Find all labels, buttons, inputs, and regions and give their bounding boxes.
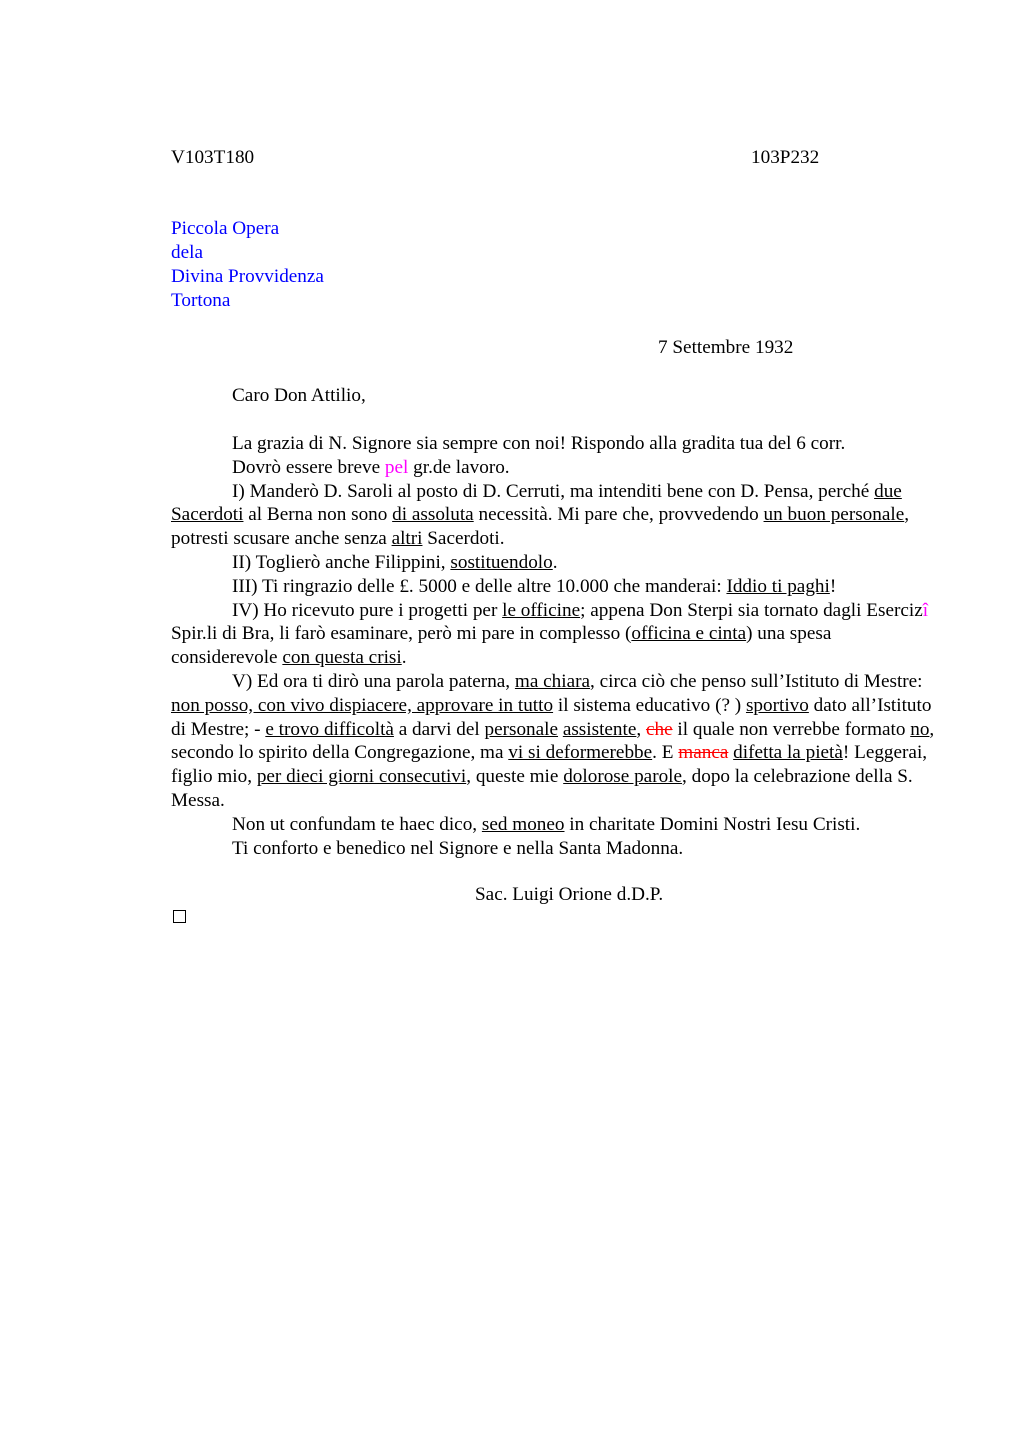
text-segment: , dopo la celebrazione della S. Messa.	[171, 766, 913, 811]
underlined-text: le officine	[502, 599, 581, 621]
text-segment: V) Ed ora ti dirò una parola paterna,	[232, 670, 515, 692]
underlined-text: dolorose parole	[563, 766, 683, 788]
text-segment: il sistema educativo (? )	[553, 694, 746, 716]
text-segment: il quale non verrebbe formato	[672, 718, 911, 740]
underlined-text: un buon personale	[763, 504, 905, 526]
text-segment: II) Toglierò anche Filippini,	[232, 551, 451, 573]
text-segment: Spir.li di Bra, li farò esaminare, però mi pare in complesso (	[171, 623, 632, 645]
underlined-text: no	[910, 718, 930, 740]
correction-text: î	[922, 599, 929, 621]
underlined-text: officina e cinta	[631, 623, 747, 645]
underlined-text: ma chiara	[514, 670, 591, 692]
letterhead-line-1: Piccola Opera	[171, 218, 280, 239]
text-segment: ! Leggerai, figlio mio,	[171, 742, 928, 788]
paragraph-8	[171, 813, 941, 837]
underlined-text: di assoluta	[392, 504, 474, 526]
text-segment: ; appena Don Sterpi sia tornato dagli Eserciz	[580, 599, 923, 621]
text-segment: Sacerdoti.	[422, 528, 505, 550]
text-segment: , queste mie	[466, 766, 564, 788]
text-segment: I) Manderò D. Saroli al posto di D. Cerruti, ma intenditi bene con D. Pensa, perché	[232, 480, 875, 502]
underlined-text: altri	[391, 528, 423, 550]
text-segment: Dovrò essere breve	[232, 456, 385, 478]
text-segment: al Berna non sono	[243, 504, 393, 526]
text-segment: , secondo lo spirito della Congregazione, ma	[171, 718, 935, 764]
text-segment: .	[401, 647, 407, 669]
paragraph-4	[171, 551, 941, 575]
paragraph-1: La grazia di N. Signore sia sempre con noi! Rispondo alla gradita tua del 6 corr.	[232, 433, 846, 454]
text-segment: III) Ti ringrazio delle £. 5000 e delle altre 10.000 che manderai:	[232, 575, 727, 597]
underlined-text: sed moneo	[481, 813, 565, 835]
deleted-text: che	[645, 718, 673, 740]
letter-body	[171, 432, 941, 860]
text-segment: !	[829, 575, 837, 597]
paragraph-5	[171, 575, 941, 599]
letter-greeting: Caro Don Attilio,	[232, 385, 366, 406]
text-segment: ,	[636, 718, 646, 740]
underlined-text: e trovo difficoltà	[265, 718, 394, 740]
text-segment: a darvi del	[393, 718, 485, 740]
text-segment: in charitate Domini Nostri Iesu Cristi.	[564, 813, 861, 835]
text-segment: , circa ciò che penso sull’Istituto di Mestre:	[590, 670, 923, 692]
text-segment: dato all’Istituto di Mestre; -	[171, 694, 932, 740]
letter-date: 7 Settembre 1932	[658, 337, 794, 358]
text-segment: . E	[652, 742, 679, 764]
underlined-text: sportivo	[745, 694, 809, 716]
underlined-text: per dieci giorni consecutivi	[256, 766, 467, 788]
checkbox[interactable]	[173, 910, 186, 923]
deleted-text: manca	[678, 742, 729, 764]
text-segment: necessità. Mi pare che, provvedendo	[473, 504, 764, 526]
underlined-text: difetta la pietà	[733, 742, 843, 764]
document-code-right: 103P232	[751, 147, 820, 168]
text-segment: .	[552, 551, 558, 573]
paragraph-3	[171, 480, 941, 551]
paragraph-7	[171, 670, 941, 813]
letterhead-line-2: dela	[171, 242, 203, 263]
text-segment: IV) Ho ricevuto pure i progetti per	[232, 599, 503, 621]
paragraph-9: Ti conforto e benedico nel Signore e nella Santa Madonna.	[232, 837, 684, 859]
document-code-left: V103T180	[171, 147, 255, 168]
text-segment: , potresti scusare anche senza	[171, 504, 910, 550]
underlined-text: Iddio ti paghi	[726, 575, 830, 597]
correction-text: pel	[384, 456, 409, 478]
text-segment: gr.de lavoro.	[408, 456, 510, 478]
paragraph-2	[171, 456, 941, 480]
paragraph-6	[171, 599, 941, 670]
underlined-text: con questa crisi	[282, 647, 402, 669]
letterhead-line-4: Tortona	[171, 290, 231, 311]
underlined-text: assistente	[562, 718, 637, 740]
text-segment: Non ut confundam te haec dico,	[232, 813, 482, 835]
letterhead-line-3: Divina Provvidenza	[171, 266, 324, 287]
text-segment: ) una spesa considerevole	[171, 623, 832, 669]
underlined-text: vi si deformerebbe	[508, 742, 653, 764]
underlined-text: non posso, con vivo dispiacere, approvare in tutto	[171, 694, 554, 716]
signature: Sac. Luigi Orione d.D.P.	[475, 884, 664, 905]
underlined-text: personale	[484, 718, 559, 740]
underlined-text: sostituendolo	[450, 551, 553, 573]
underlined-text: due Sacerdoti	[171, 480, 902, 526]
